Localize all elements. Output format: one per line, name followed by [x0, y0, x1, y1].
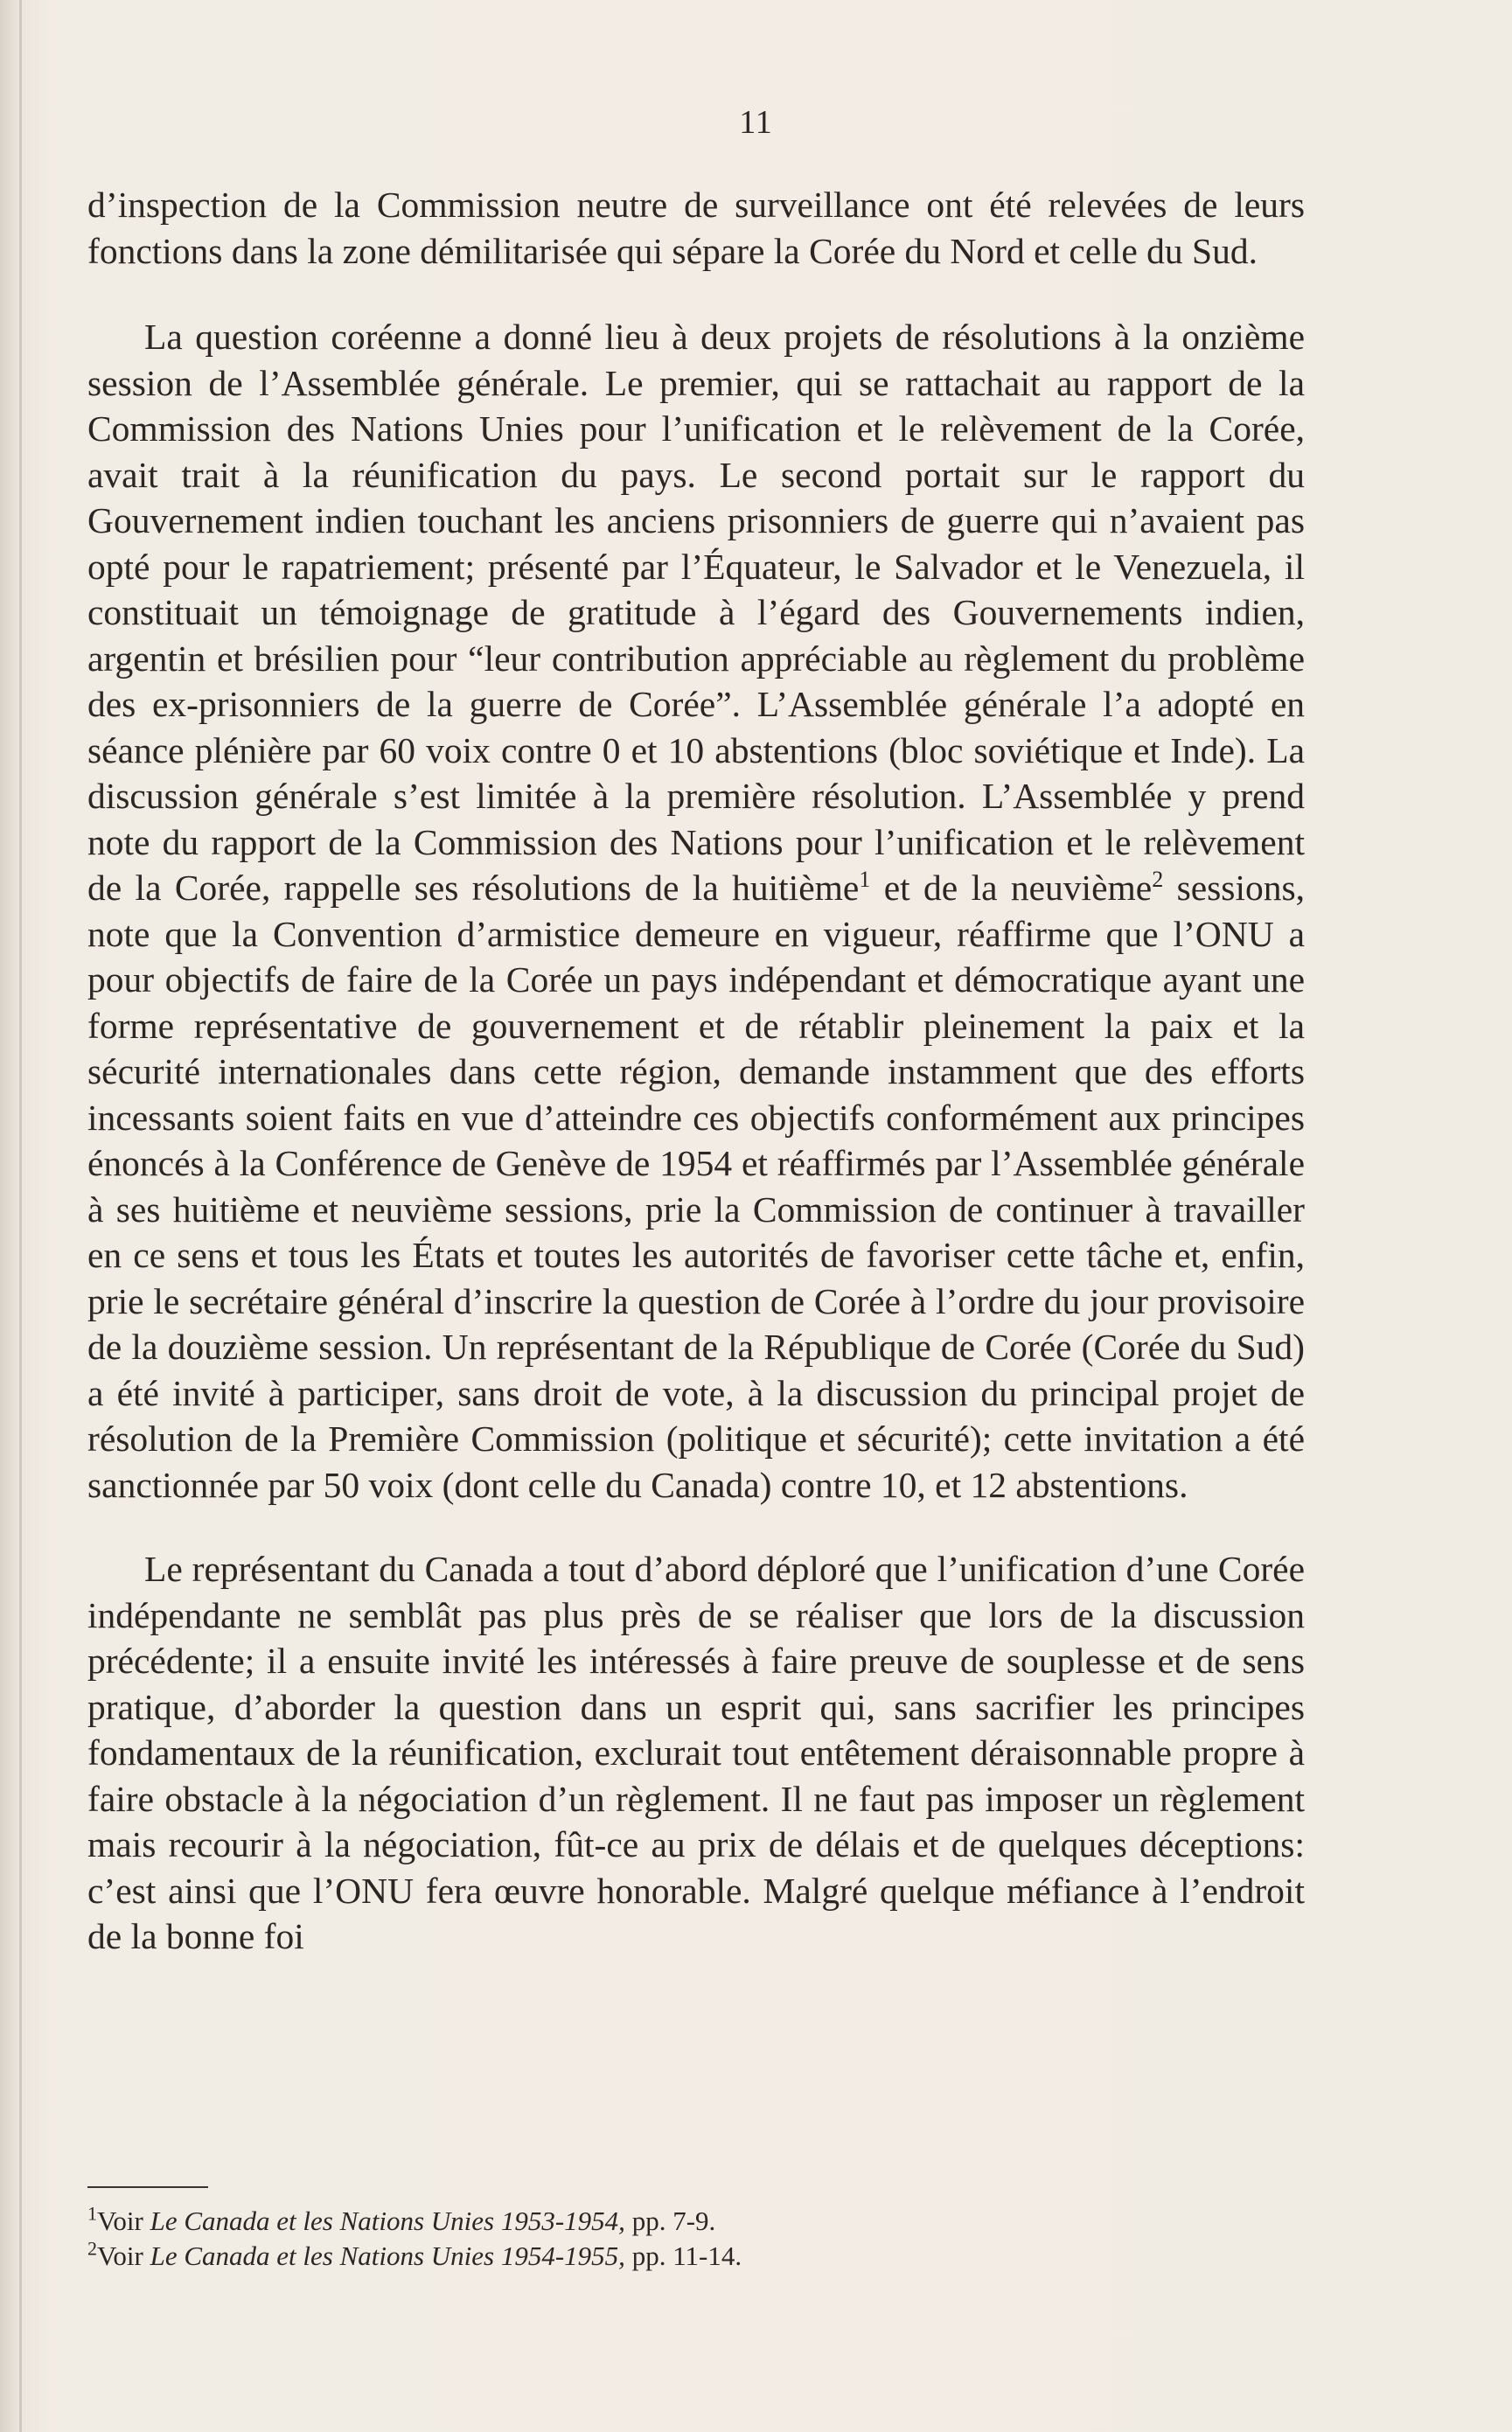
paragraph-continuation [87, 182, 1305, 274]
footnote-prefix: Voir [97, 2206, 150, 2236]
footnotes [87, 2204, 1224, 2274]
paragraph-text: La question coréenne a donné lieu à deux projets de résolutions à la onzième session de l’Assemblée générale. Le premier, qui se rattachait au rapport de la Commission des Nations Unies pour l’unification et le relèvement de la Corée, avait trait à la réunification du pays. Le second portait sur le rapport du Gouvernement indien touchant les anciens prisonniers de guerre qui n’avaient pas opté pour le rapatriement; présenté par l’Équateur, le Salvador et le Venezuela, il constituait un témoignage de gratitude à l’égard des Gouvernements indien, argentin et brésilien pour “leur contribution appréciable au règlement du problème des ex-prisonniers de la guerre de Corée”. L’Assemblée générale l’a adopté en séance plénière par 60 voix contre 0 et 10 abstentions (bloc soviétique et Inde). La discussion générale s’est limitée à la première résolution. L’Assemblée y prend note du rapport de la Commission des Nations pour l’unification et le relèvement de la Corée, rappelle ses résolutions de la huitième [87, 317, 1305, 908]
paragraph-korean-question [87, 314, 1305, 1508]
footnote-mark: 2 [87, 2237, 97, 2260]
body-text [87, 182, 1305, 1960]
page-binding-edge [19, 0, 22, 2432]
paragraph-text: et de la neuvième [870, 868, 1153, 908]
footnote-2 [87, 2239, 1224, 2274]
footnote-separator [87, 2186, 208, 2188]
paragraph-canada-representative [87, 1546, 1305, 1960]
footnote-1 [87, 2204, 1224, 2239]
paragraph-text: Le représentant du Canada a tout d’abord déploré que l’unification d’une Corée indépendante ne semblât pas plus près de se réaliser que lors de la discussion précédente; il a ensuite invité les intéressés à faire preuve de souplesse et de sens pratique, d’aborder la question dans un esprit qui, sans sacrifier les principes fondamentaux de la réunification, exclurait tout entêtement déraisonnable propre à faire obstacle à la négociation d’un règlement. Il ne faut pas imposer un règlement mais recourir à la négociation, fût-ce au prix de délais et de quelques déceptions: c’est ainsi que l’ONU fera œuvre honorable. Malgré quelque méfiance à l’endroit de la bonne foi [87, 1549, 1305, 1956]
footnote-prefix: Voir [97, 2240, 150, 2271]
footnote-reference: 2 [1152, 867, 1164, 893]
footnote-title: Le Canada et les Nations Unies 1953-1954, [150, 2206, 625, 2236]
footnote-reference: 1 [859, 867, 871, 893]
page-number: 11 [739, 104, 773, 141]
paragraph-text: sessions, note que la Convention d’armistice demeure en vigueur, réaffirme que l’ONU a pour objectifs de faire de la Corée un pays indépendant et démocratique ayant une forme représentative de gouvernement et de rétablir pleinement la paix et la sécurité internationales dans cette région, demande instamment que des efforts incessants soient faits en vue d’atteindre ces objectifs conformément aux principes énoncés à la Conférence de Genève de 1954 et réaffirmés par l’Assemblée générale à ses huitième et neuvième sessions, prie la Commission de continuer à travailler en ce sens et tous les États et toutes les autorités de favoriser cette tâche et, enfin, prie le secrétaire général d’inscrire la question de Corée à l’ordre du jour provisoire de la douzième session. Un représentant de la République de Corée (Corée du Sud) a été invité à participer, sans droit de vote, à la discussion du principal projet de résolution de la Première Commission (politique et sécurité); cette invitation a été sanctionnée par 50 voix (dont celle du Canada) contre 10, et 12 abstentions. [87, 868, 1305, 1505]
footnote-pages: pp. 11-14. [624, 2240, 742, 2271]
footnote-mark: 1 [87, 2202, 97, 2225]
paragraph-text: d’inspection de la Commission neutre de surveillance ont été relevées de leurs fonctions dans la zone démilitarisée qui sépare la Corée du Nord et celle du Sud. [87, 185, 1305, 271]
footnote-title: Le Canada et les Nations Unies 1954-1955, [150, 2240, 625, 2271]
footnote-pages: pp. 7-9. [624, 2206, 716, 2236]
